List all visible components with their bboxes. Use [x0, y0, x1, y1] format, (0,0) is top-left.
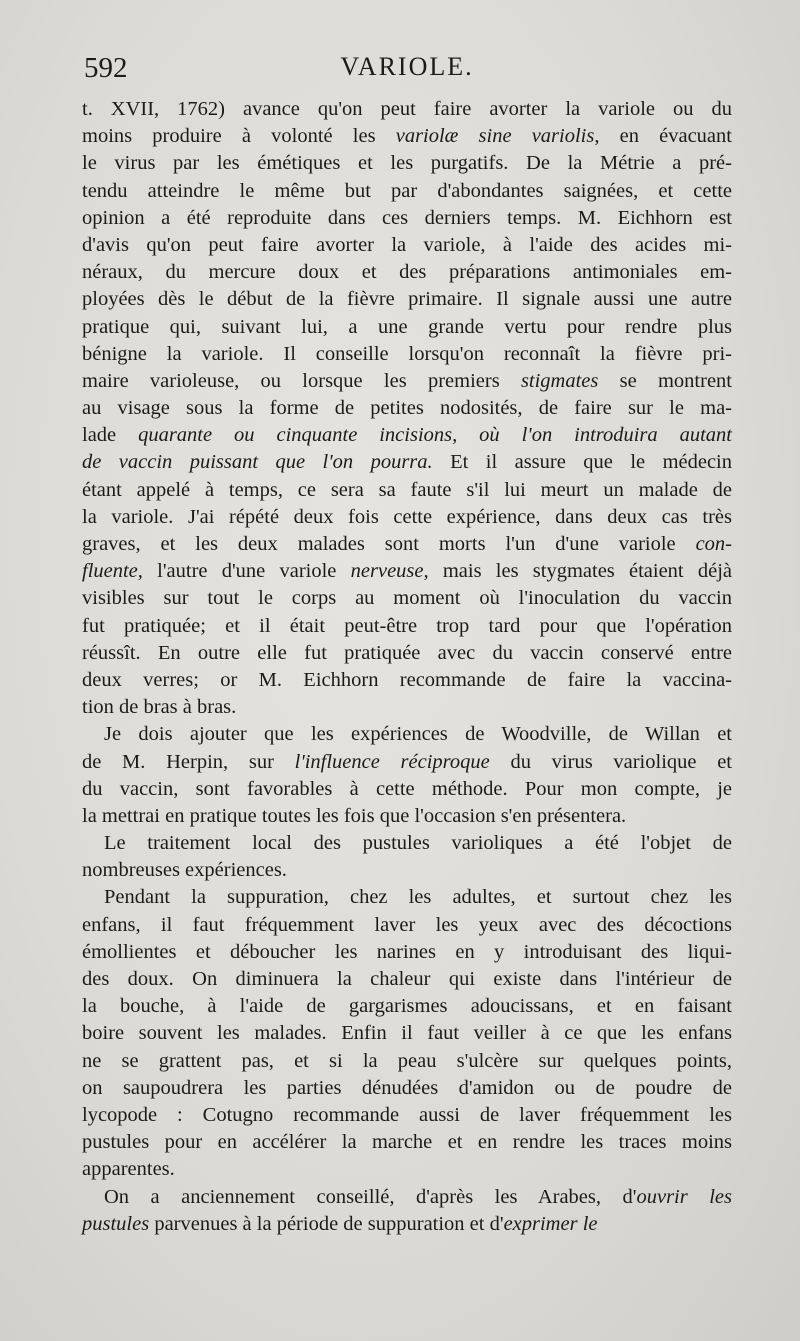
text-line	[82, 1048, 732, 1075]
italic-segment: pustules	[82, 1212, 150, 1235]
italic-segment: quarante ou cinquante incisions, où l'on introduira autant	[138, 424, 732, 447]
text-segment: t. XVII, 1762) avance qu'on peut faire avorter la variole ou du	[82, 98, 732, 120]
text-line	[82, 477, 732, 504]
text-segment: parvenues à la période de suppuration et d'	[149, 1212, 504, 1235]
text-line	[82, 422, 732, 449]
text-segment: d'avis qu'on peut faire avorter la variole, à l'aide des acides mi-	[82, 233, 732, 256]
text-line	[82, 966, 732, 993]
text-segment: on saupoudrera les parties dénudées d'amidon ou de poudre de	[82, 1076, 732, 1099]
text-segment: du vaccin, sont favorables à cette méthode. Pour mon compte, je	[82, 777, 732, 800]
text-line	[82, 1156, 732, 1183]
text-segment: mais les stygmates étaient déjà	[428, 560, 732, 583]
text-line	[82, 286, 732, 313]
text-segment: maire varioleuse, ou lorsque les premiers	[82, 369, 521, 392]
italic-segment: exprimer le	[503, 1212, 598, 1235]
text-line	[82, 1184, 732, 1211]
text-line	[82, 993, 732, 1020]
text-line	[82, 1020, 732, 1047]
text-line	[82, 259, 732, 286]
running-title: VARIOLE.	[340, 52, 474, 81]
text-line	[82, 939, 732, 966]
text-line	[82, 803, 732, 830]
text-segment: deux verres; or M. Eichhorn recommande de faire la vaccina-	[82, 668, 732, 691]
text-segment: Je dois ajouter que les expériences de Woodville, de Willan et	[104, 723, 732, 746]
text-segment: émollientes et déboucher les narines en y introduisant des liqui-	[82, 940, 732, 963]
text-segment: réussît. En outre elle fut pratiquée avec du vaccin conservé entre	[82, 641, 732, 664]
text-segment: tion de bras à bras.	[82, 696, 237, 719]
text-line	[82, 205, 732, 232]
body-text	[82, 96, 732, 1238]
text-line	[82, 857, 732, 884]
text-segment: apparentes.	[82, 1158, 175, 1181]
text-segment: la bouche, à l'aide de gargarismes adoucissans, et en faisant	[82, 995, 732, 1018]
text-segment: étant appelé à temps, ce sera sa faute s'il lui meurt un malade de	[82, 478, 732, 501]
text-line	[82, 395, 732, 422]
text-segment: l'autre d'une variole	[142, 560, 351, 583]
text-segment: des doux. On diminuera la chaleur qui existe dans l'intérieur de	[82, 968, 732, 990]
text-line	[82, 667, 732, 694]
text-line	[82, 749, 732, 776]
paragraph	[82, 830, 732, 884]
text-segment: enfans, il faut fréquemment laver les yeux avec des décoctions	[82, 913, 732, 936]
text-segment: Et il assure que le médecin	[432, 451, 733, 474]
text-segment: moins produire à volonté les	[82, 125, 396, 148]
text-segment: visibles sur tout le corps au moment où l'inoculation du vaccin	[82, 587, 732, 610]
text-line	[82, 721, 732, 748]
text-segment: lade	[82, 424, 139, 447]
text-segment: bénigne la variole. Il conseille lorsqu'on reconnaît la fièvre pri-	[82, 342, 732, 365]
italic-segment: nerveuse,	[350, 560, 429, 583]
text-line	[82, 1211, 732, 1238]
text-segment: du virus variolique et	[489, 750, 732, 773]
text-segment: se montrent	[598, 369, 732, 392]
text-segment: nombreuses expériences.	[82, 859, 287, 882]
text-line	[82, 830, 732, 857]
text-segment: Pendant la suppuration, chez les adultes, et surtout chez les	[104, 886, 732, 909]
text-line	[82, 585, 732, 612]
text-line	[82, 884, 732, 911]
italic-segment: l'influence réciproque	[294, 750, 490, 773]
text-segment: la mettrai en pratique toutes les fois que l'occasion s'en présentera.	[82, 804, 627, 827]
text-segment: au visage sous la forme de petites nodosités, de faire sur le ma-	[82, 397, 732, 420]
text-segment: le virus par les émétiques et les purgatifs. De la Métrie a pré-	[82, 152, 732, 175]
text-line	[82, 232, 732, 259]
text-line	[82, 341, 732, 368]
text-segment: Le traitement local des pustules varioliques a été l'objet de	[104, 832, 732, 855]
text-segment: de M. Herpin, sur	[82, 750, 295, 773]
text-segment: lycopode : Cotugno recommande aussi de laver fréquemment les	[82, 1103, 732, 1126]
text-segment: pustules pour en accélérer la marche et en rendre les traces moins	[82, 1131, 732, 1154]
text-line	[82, 1075, 732, 1102]
text-line	[82, 776, 732, 803]
text-segment: On a anciennement conseillé, d'après les Arabes, d'	[104, 1185, 637, 1208]
paragraph	[82, 884, 732, 1183]
text-line	[82, 449, 732, 476]
text-segment: tendu atteindre le même but par d'abondantes saignées, et cette	[82, 179, 732, 202]
page-number: 592	[84, 52, 128, 84]
text-segment: opinion a été reproduite dans ces derniers temps. M. Eichhorn est	[82, 206, 732, 229]
text-line	[82, 558, 732, 585]
paragraph	[82, 96, 732, 721]
paragraph	[82, 721, 732, 830]
text-line	[82, 613, 732, 640]
italic-segment: con-	[695, 533, 732, 555]
paragraph	[82, 1184, 732, 1238]
text-line	[82, 640, 732, 667]
italic-segment: ouvrir les	[636, 1185, 732, 1208]
text-line	[82, 368, 732, 395]
text-segment: ployées dès le début de la fièvre primaire. Il signale aussi une autre	[82, 288, 732, 311]
text-segment: graves, et les deux malades sont morts l'un d'une variole	[82, 533, 696, 555]
text-line	[82, 1102, 732, 1129]
text-line	[82, 314, 732, 341]
italic-segment: stigmates	[520, 369, 599, 392]
text-line	[82, 178, 732, 205]
text-segment: boire souvent les malades. Enfin il faut veiller à ce que les enfans	[82, 1022, 732, 1045]
text-line	[82, 123, 732, 150]
text-segment: pratique qui, suivant lui, a une grande vertu pour rendre plus	[82, 315, 732, 338]
text-line	[82, 694, 732, 721]
running-head	[84, 52, 730, 88]
text-line	[82, 912, 732, 939]
text-line	[82, 504, 732, 531]
italic-segment: fluente,	[82, 560, 143, 583]
italic-segment: de vaccin puissant que l'on pourra.	[82, 451, 433, 474]
text-segment: néraux, du mercure doux et des préparations antimoniales em-	[82, 261, 732, 284]
text-line	[82, 96, 732, 123]
text-segment: la variole. J'ai répété deux fois cette expérience, dans deux cas très	[82, 505, 732, 528]
text-segment: ne se grattent pas, et si la peau s'ulcère sur quelques points,	[82, 1049, 732, 1072]
text-segment: fut pratiquée; et il était peut-être trop tard pour que l'opération	[82, 614, 732, 637]
text-segment: , en évacuant	[594, 125, 732, 148]
text-line	[82, 1129, 732, 1156]
text-line	[82, 150, 732, 177]
italic-segment: variolæ sine variolis	[395, 125, 595, 148]
text-line	[82, 531, 732, 558]
